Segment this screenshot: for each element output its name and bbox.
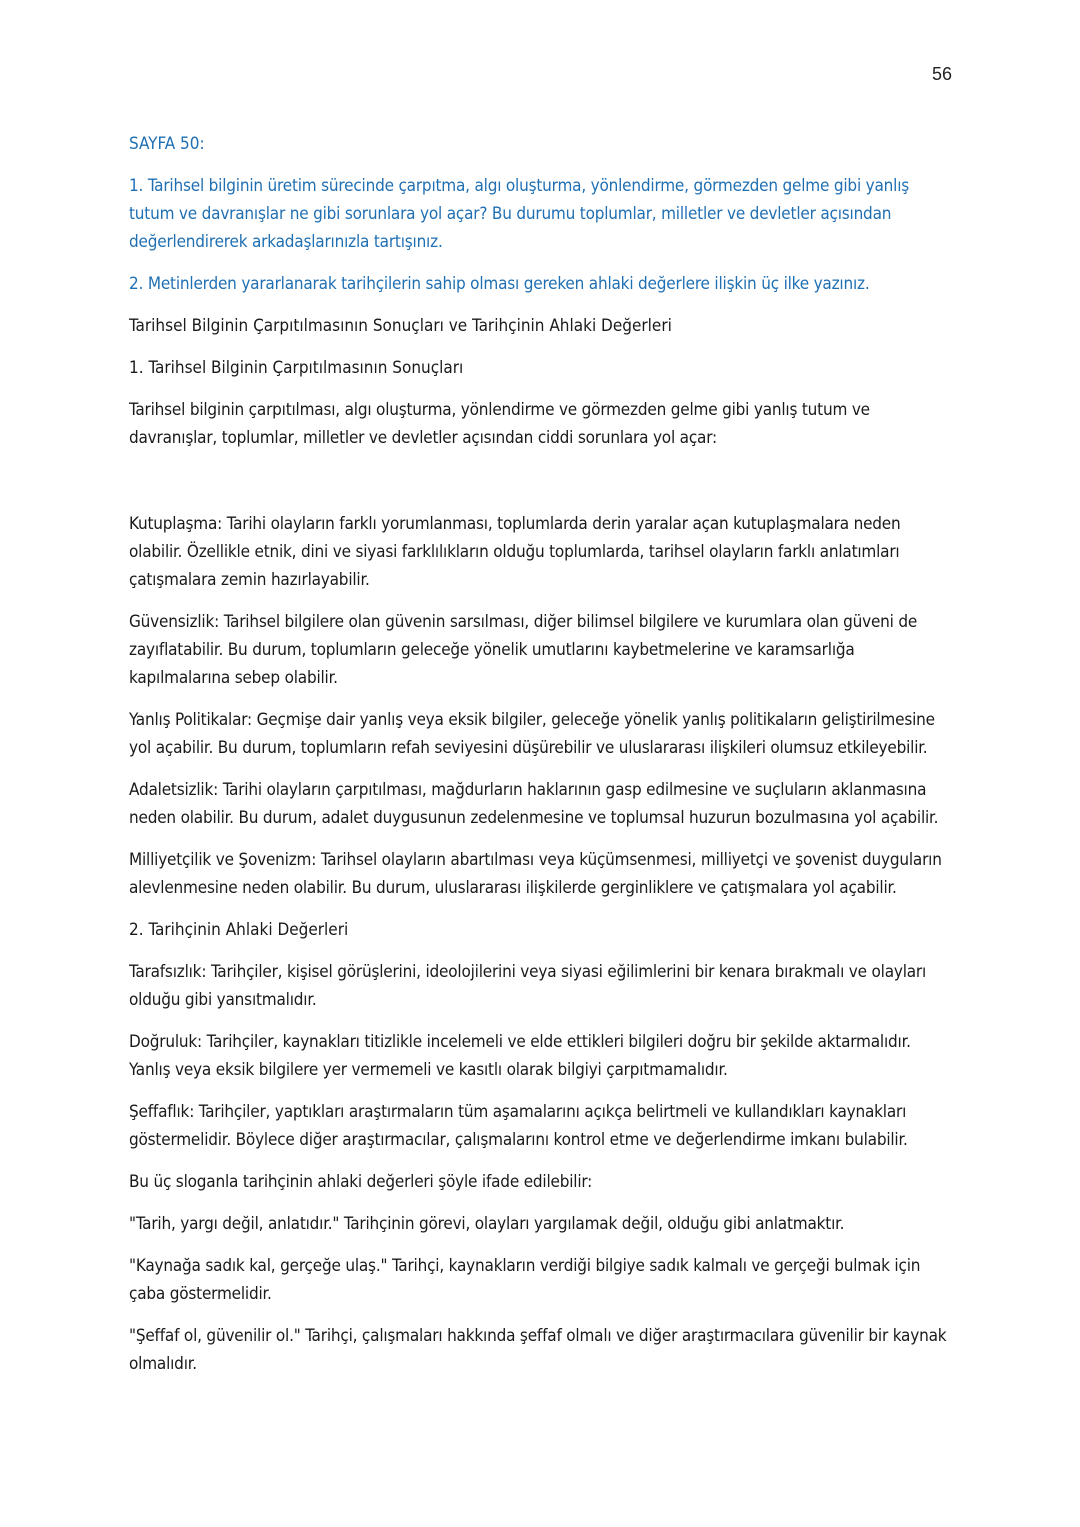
slogan-3: "Şeffaf ol, güvenilir ol." Tarihçi, çalışmaları hakkında şeffaf olmalı ve diğer araştırmacılara güvenilir bir kaynak olmalıdır. — [129, 1326, 947, 1374]
section-1-intro: Tarihsel bilginin çarpıtılması, algı oluşturma, yönlendirme ve görmezden gelme gibi yanlış tutum ve davranışlar, toplumlar, milletler ve devletler açısından ciddi sorunlara yol açar: — [129, 400, 870, 448]
slogan-2: "Kaynağa sadık kal, gerçeğe ulaş." Tarihçi, kaynakların verdiği bilgiye sadık kalmalı ve gerçeği bulmak için çaba göstermelidir. — [129, 1256, 921, 1304]
value-transparency: Şeffaflık: Tarihçiler, yaptıkları araştırmaların tüm aşamalarını açıkça belirtmeli ve kullandıkları kaynakları göstermelidir. Böylece diğer araştırmacılar, çalışmalarını kontrol etme ve değerlendirme imkanı bulabilir. — [129, 1102, 908, 1150]
slogan-intro: Bu üç sloganla tarihçinin ahlaki değerleri şöyle ifade edilebilir: — [129, 1172, 593, 1192]
slogan-1: "Tarih, yargı değil, anlatıdır." Tarihçinin görevi, olayları yargılamak değil, olduğu gibi anlatmaktır. — [129, 1214, 845, 1234]
consequence-nationalism: Milliyetçilik ve Şovenizm: Tarihsel olayların abartılması veya küçümsenmesi, milliyetçi ve şovenist duyguların alevlenmesine neden olabilir. Bu durum, uluslararası ilişkilerde gerginliklere ve çatışmalara yol açabilir. — [129, 850, 942, 898]
main-title: Tarihsel Bilginin Çarpıtılmasının Sonuçları ve Tarihçinin Ahlaki Değerleri — [129, 316, 672, 336]
spacer — [129, 466, 955, 510]
consequence-distrust: Güvensizlik: Tarihsel bilgilere olan güvenin sarsılması, diğer bilimsel bilgilere ve kurumlara olan güveni de zayıflatabilir. Bu durum, toplumların geleceğe yönelik umutlarını kaybetmelerine ve karamsarlığa kapılmalarına sebep olabilir. — [129, 612, 918, 688]
consequence-injustice: Adaletsizlik: Tarihi olayların çarpıtılması, mağdurların haklarının gasp edilmesine ve suçluların aklanmasına neden olabilir. Bu durum, adalet duygusunun zedelenmesine ve toplumsal huzurun bozulmasına yol açabilir. — [129, 780, 939, 828]
question-2: 2. Metinlerden yararlanarak tarihçilerin sahip olması gereken ahlaki değerlere ilişkin üç ilke yazınız. — [129, 274, 870, 294]
value-accuracy: Doğruluk: Tarihçiler, kaynakları titizlikle incelemeli ve elde ettikleri bilgileri doğru bir şekilde aktarmalıdır. Yanlış veya eksik bilgilere yer vermemeli ve kasıtlı olarak bilgiyi çarpıtmamalıdır. — [129, 1032, 911, 1080]
question-1: 1. Tarihsel bilginin üretim sürecinde çarpıtma, algı oluşturma, yönlendirme, görmezden gelme gibi yanlış tutum ve davranışlar ne gibi sorunlara yol açar? Bu durumu toplumlar, milletler ve devletler açısından değerlendirerek arkadaşlarınızla tartışınız. — [129, 176, 910, 252]
section-1-title: 1. Tarihsel Bilginin Çarpıtılmasının Sonuçları — [129, 358, 464, 378]
consequence-polarization: Kutuplaşma: Tarihi olayların farklı yorumlanması, toplumlarda derin yaralar açan kutuplaşmalara neden olabilir. Özellikle etnik, dini ve siyasi farklılıkların olduğu toplumlarda, tarihsel olayların farklı anlatımları çatışmalara zemin hazırlayabilir. — [129, 514, 901, 590]
section-2-title: 2. Tarihçinin Ahlaki Değerleri — [129, 920, 349, 940]
consequence-wrong-policies: Yanlış Politikalar: Geçmişe dair yanlış veya eksik bilgiler, geleceğe yönelik yanlış politikaların geliştirilmesine yol açabilir. Bu durum, toplumların refah seviyesini düşürebilir ve uluslararası ilişkileri olumsuz etkileyebilir. — [129, 710, 935, 758]
page-number: 56 — [931, 64, 952, 84]
page-reference-label: SAYFA 50: — [129, 134, 205, 154]
value-impartiality: Tarafsızlık: Tarihçiler, kişisel görüşlerini, ideolojilerini veya siyasi eğilimlerini bir kenara bırakmalı ve olayları olduğu gibi yansıtmalıdır. — [129, 962, 927, 1010]
document-body — [129, 130, 955, 1392]
